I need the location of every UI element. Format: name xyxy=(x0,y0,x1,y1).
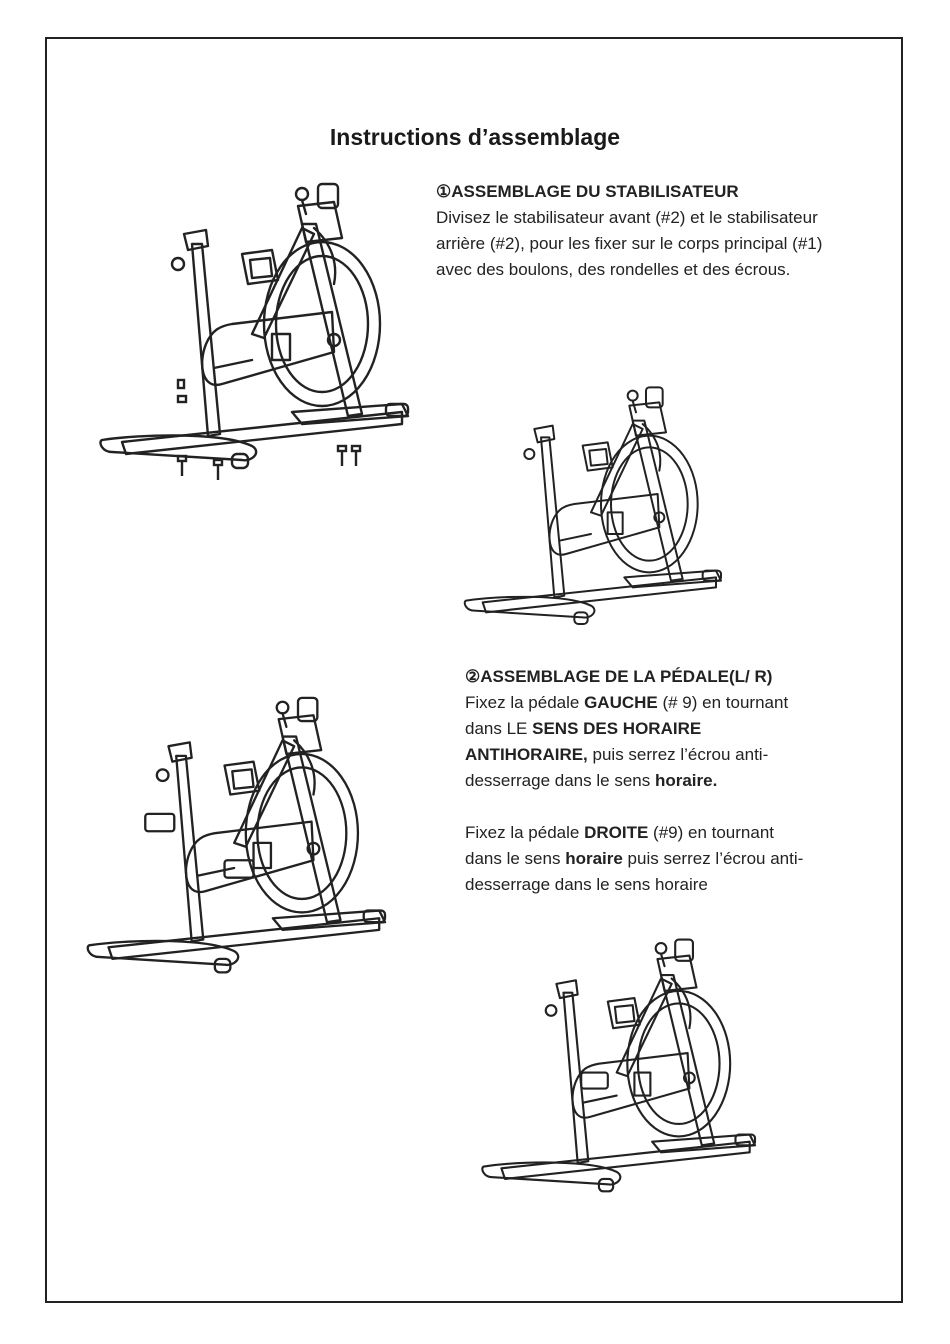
step1-marker: ① xyxy=(436,182,452,201)
step2-p2-bold-horaire: horaire xyxy=(565,849,623,868)
bike-illustration-step1-before xyxy=(98,180,418,480)
bike-illustration-left-pedal xyxy=(72,694,408,984)
step2-p2-bold-droite: DROITE xyxy=(584,823,649,842)
step1-text: Divisez le stabilisateur avant (#2) et le stabilisateur arrière (#2), pour les fixer sur le corps principal (#1) avec des boulons, des rondelles et des écrous. xyxy=(436,208,823,279)
bike-illustration-right-pedal xyxy=(474,936,770,1202)
step2-heading: ASSEMBLAGE DE LA PÉDALE(L/ R) xyxy=(480,667,773,686)
step1-heading: ASSEMBLAGE DU STABILISATEUR xyxy=(451,182,739,201)
step2-marker: ② xyxy=(465,667,481,686)
step2-p1-bold-horaire: horaire. xyxy=(654,771,718,790)
page-title: Instructions d’assemblage xyxy=(329,124,621,150)
step2-p2-text3: puis serrez l’écrou anti-desserrage dans le sens horaire xyxy=(465,849,804,894)
step2-paragraph-right-pedal xyxy=(465,820,805,898)
step2-p2-text1: Fixez la pédale xyxy=(465,823,585,842)
step2-p1-text1: Fixez la pédale xyxy=(465,693,585,712)
bike-illustration-step1-after xyxy=(456,384,736,634)
step2-p2-text2: (#9) en tournant dans le sens xyxy=(465,823,775,868)
step2-p1-bold-gauche: GAUCHE xyxy=(584,693,658,712)
step2-p1-text2: (# 9) en tournant dans LE xyxy=(465,693,789,738)
step2-instructions xyxy=(465,664,805,898)
step1-instructions xyxy=(436,179,856,283)
step2-p1-text3: puis serrez l’écrou anti-desserrage dans le sens xyxy=(465,745,769,790)
step2-p1-bold-direction: SENS DES HORAIRE ANTIHORAIRE, xyxy=(465,719,702,764)
step2-paragraph-left-pedal xyxy=(465,664,805,794)
